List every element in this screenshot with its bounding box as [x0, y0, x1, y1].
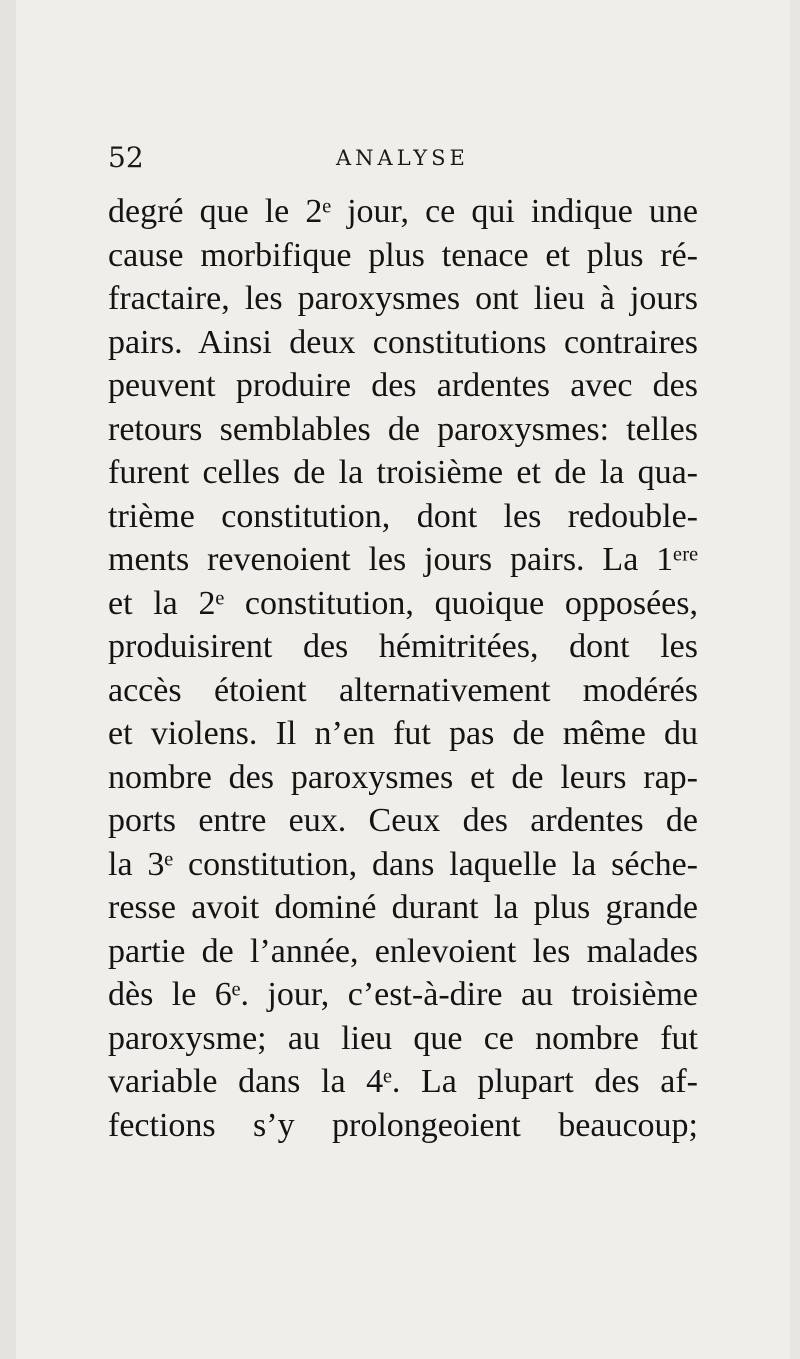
text-line: nombre des paroxysmes et de leurs rap- — [108, 758, 698, 796]
text-line: ports entre eux. Ceux des ardentes de — [108, 802, 698, 839]
text-line: peuvent produire des ardentes avec des — [108, 367, 698, 404]
text-line: dès le 6ᵉ. jour, c’est-à-dire au troisième — [108, 976, 698, 1013]
text-line: ments revenoient les jours pairs. La 1ᵉʳᵉ — [108, 541, 698, 578]
body-text — [108, 190, 698, 1147]
text-line: variable dans la 4ᵉ. La plupart des af- — [108, 1063, 698, 1100]
text-line: cause morbifique plus tenace et plus ré- — [108, 236, 698, 274]
text-line: et violens. Il n’en fut pas de même du — [108, 715, 698, 752]
running-title: ANALYSE — [336, 146, 469, 170]
text-line: pairs. Ainsi deux constitutions contraires — [108, 323, 698, 361]
text-line: fections s’y prolongeoient beaucoup; — [108, 1106, 698, 1144]
text-line: et la 2ᵉ constitution, quoique opposées, — [108, 584, 698, 622]
text-line: retours semblables de paroxysmes: telles — [108, 410, 698, 448]
text-line: produisirent des hémitritées, dont les — [108, 628, 698, 665]
text-line: furent celles de la troisième et de la qua- — [108, 454, 698, 491]
text-line: partie de l’année, enlevoient les malades — [108, 932, 698, 970]
text-line: trième constitution, dont les redouble- — [108, 497, 698, 535]
text-line: degré que le 2ᵉ jour, ce qui indique une — [108, 193, 698, 230]
page-number: 52 — [108, 141, 144, 174]
text-line: la 3ᵉ constitution, dans laquelle la séche- — [108, 845, 698, 883]
text-line: accès étoient alternativement modérés — [108, 671, 698, 709]
text-line: fractaire, les paroxysmes ont lieu à jours — [108, 280, 698, 317]
text-line: resse avoit dominé durant la plus grande — [108, 889, 698, 926]
text-line: paroxysme; au lieu que ce nombre fut — [108, 1019, 698, 1057]
running-head — [108, 138, 698, 178]
